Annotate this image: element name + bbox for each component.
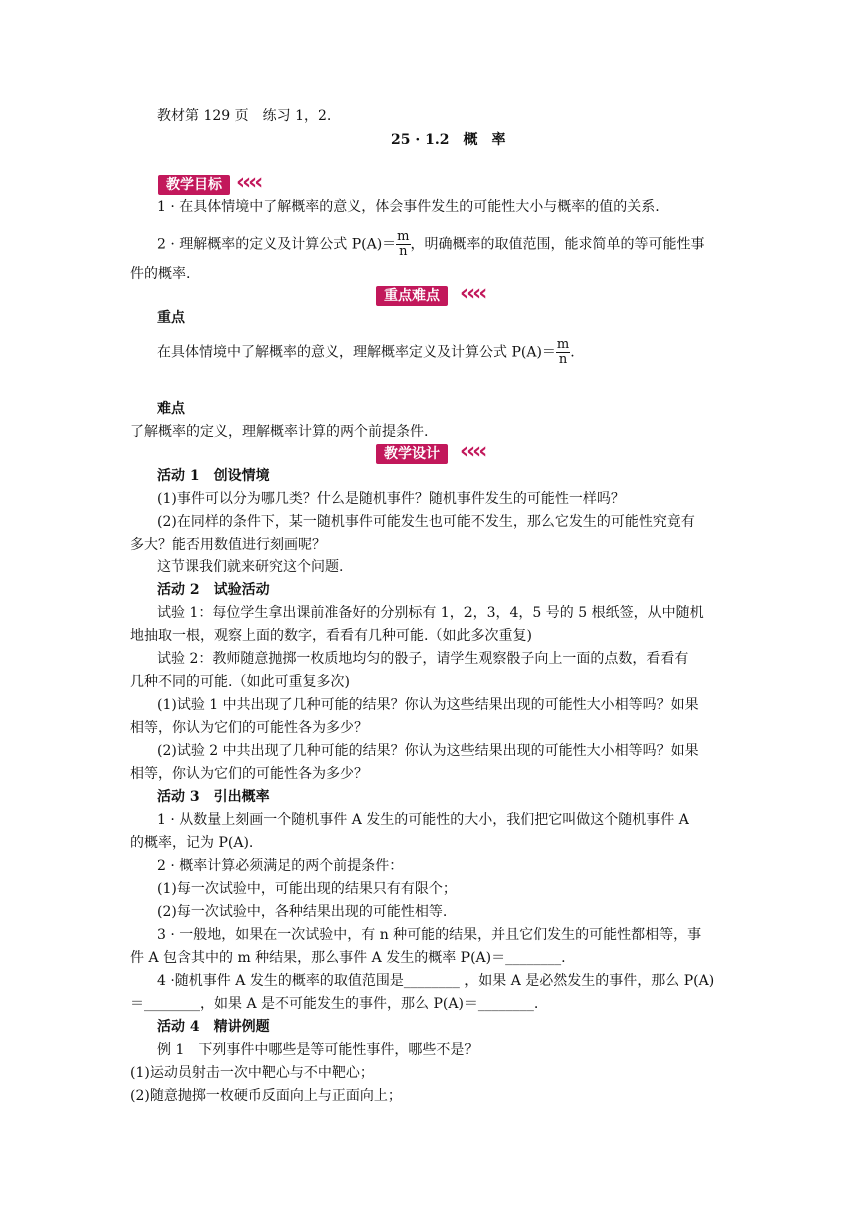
a2-line-6: 相等，你认为它们的可能性各为多少？: [130, 720, 368, 736]
goals-tag: 教学目标: [158, 175, 230, 195]
goal-line-1: 1 · 在具体情境中了解概率的意义，体会事件发生的可能性大小与概率的值的关系.: [157, 199, 660, 215]
fraction-m-n: $\frac{m}{n}$: [556, 337, 570, 367]
a3-line-7: 件 A 包含其中的 m 种结果，那么事件 A 发生的概率 P(A)＝________.: [130, 950, 566, 966]
chevrons-icon: ‹‹‹‹: [460, 281, 485, 306]
a1-line-4: 这节课我们就来研究这个问题.: [157, 559, 344, 575]
design-tag: 教学设计: [376, 444, 448, 464]
a3-line-4: (1)每一次试验中，可能出现的结果只有有限个；: [157, 881, 457, 897]
a2-line-7: (2)试验 2 中共出现了几种可能的结果？你认为这些结果出现的可能性大小相等吗？如果: [157, 743, 699, 759]
a4-line-2: (1)运动员射击一次中靶心与不中靶心；: [130, 1065, 374, 1081]
a3-line-9: ＝________，如果 A 是不可能发生的事件，那么 P(A)＝________.: [130, 996, 539, 1012]
key-text: 在具体情境中了解概率的意义，理解概率定义及计算公式 P(A)＝ $\frac{m}{n}$ .: [157, 337, 575, 367]
a3-line-3: 2 · 概率计算必须满足的两个前提条件：: [157, 858, 404, 874]
a1-line-1: (1)事件可以分为哪几类？什么是随机事件？随机事件发生的可能性一样吗？: [157, 491, 625, 507]
a4-line-1: 例 1 下列事件中哪些是等可能性事件，哪些不是？: [157, 1042, 479, 1058]
chevrons-icon: ‹‹‹‹: [236, 170, 261, 195]
difficulty-heading: 难点: [157, 401, 185, 417]
a2-line-5: (1)试验 1 中共出现了几种可能的结果？你认为这些结果出现的可能性大小相等吗？如果: [157, 697, 699, 713]
a1-line-3: 多大？能否用数值进行刻画呢？: [130, 537, 326, 553]
keypoints-tag: 重点难点: [376, 286, 448, 306]
goal-line-3: 件的概率.: [130, 266, 191, 282]
activity-4-title: 活动 4 精讲例题: [157, 1019, 270, 1035]
a3-line-5: (2)每一次试验中，各种结果出现的可能性相等.: [157, 904, 448, 920]
a1-line-2: (2)在同样的条件下，某一随机事件可能发生也可能不发生，那么它发生的可能性究竟有: [157, 514, 695, 530]
a2-line-8: 相等，你认为它们的可能性各为多少？: [130, 766, 368, 782]
a2-line-3: 试验 2：教师随意抛掷一枚质地均匀的骰子，请学生观察骰子向上一面的点数，看看有: [157, 651, 689, 667]
difficulty-text: 了解概率的定义，理解概率计算的两个前提条件.: [130, 424, 429, 440]
activity-2-title: 活动 2 试验活动: [157, 582, 270, 598]
a2-line-4: 几种不同的可能.（如此可重复多次): [130, 674, 350, 690]
fraction-m-n: $\frac{m}{n}$: [397, 229, 410, 259]
a3-line-1: 1 · 从数量上刻画一个随机事件 A 发生的可能性的大小，我们把它叫做这个随机事件 A: [157, 812, 689, 828]
a3-line-6: 3 · 一般地，如果在一次试验中，有 n 种可能的结果，并且它们发生的可能性都相等，事: [157, 927, 702, 943]
activity-3-title: 活动 3 引出概率: [157, 789, 270, 805]
a3-line-8: 4 ·随机事件 A 发生的概率的取值范围是________ ，如果 A 是必然发生的事件，那么 P(A): [157, 973, 715, 989]
header-note: 教材第 129 页 练习 1，2.: [157, 108, 332, 124]
a4-line-3: (2)随意抛掷一枚硬币反面向上与正面向上；: [130, 1088, 402, 1104]
goal-line-2: 2 · 理解概率的定义及计算公式 P(A)＝ $\frac{m}{n}$ ，明确概率的取值范围，能求简单的等可能性事: [157, 229, 705, 259]
a3-line-2: 的概率，记为 P(A).: [130, 835, 254, 851]
key-heading: 重点: [157, 310, 185, 326]
chevrons-icon: ‹‹‹‹: [460, 439, 485, 464]
section-title: 25 · 1.2 概 率: [391, 132, 506, 148]
a2-line-1: 试验 1：每位学生拿出课前准备好的分别标有 1，2，3，4，5 号的 5 根纸签，从中随机: [157, 605, 704, 621]
activity-1-title: 活动 1 创设情境: [157, 468, 270, 484]
a2-line-2: 地抽取一根，观察上面的数字，看看有几种可能.（如此多次重复): [130, 628, 532, 644]
